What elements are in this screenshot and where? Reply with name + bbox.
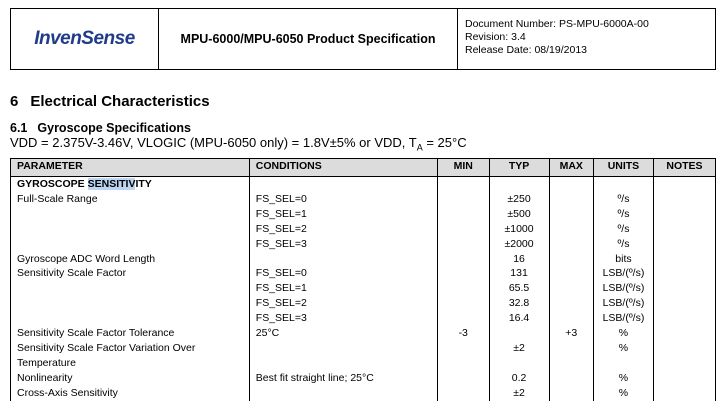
cell-parameter: Cross-Axis Sensitivity [11,386,250,401]
cell-units: % [593,371,653,386]
cell-parameter: Full-Scale Range [11,192,250,207]
section-heading [10,93,210,110]
cell-conditions: FS_SEL=2 [249,296,437,311]
cell-notes [653,386,715,401]
cell-notes [653,341,715,371]
cell-units: LSB/(º/s) [593,281,653,296]
table-row [11,341,716,371]
cell-notes [653,252,715,267]
cell-min [437,371,489,386]
test-conditions-subscript: A [416,142,423,153]
section-title: Electrical Characteristics [30,93,210,110]
cell-typ: 16 [489,252,549,267]
cell-max [549,266,593,281]
cell-units: º/s [593,207,653,222]
selected-text-highlight[interactable]: SENSITIV [87,178,136,190]
cell-min [437,266,489,281]
cell-typ: ±2 [489,386,549,401]
test-conditions-suffix: = 25°C [422,135,467,150]
header-min: MIN [437,159,489,177]
table-row [11,311,716,326]
group-label-start: GYROSCOPE [17,178,88,190]
subsection-number: 6.1 [10,121,28,135]
table-row [11,222,716,237]
test-conditions [10,135,467,153]
cell-units: º/s [593,192,653,207]
cell-typ: 32.8 [489,296,549,311]
cell-typ: ±250 [489,192,549,207]
gyroscope-spec-table [10,158,716,401]
cell-max [549,252,593,267]
cell-min [437,281,489,296]
table-row [11,326,716,341]
logo-cell [11,9,159,69]
cell-parameter [11,207,250,222]
cell-typ: 65.5 [489,281,549,296]
cell-units: º/s [593,237,653,252]
cell-max [549,341,593,371]
cell-notes [653,281,715,296]
cell-min [437,341,489,371]
table-row [11,266,716,281]
cell-conditions: FS_SEL=3 [249,237,437,252]
cell-max [549,281,593,296]
table-row [11,252,716,267]
document-release-date: Release Date: 08/19/2013 [465,44,588,56]
cell-typ: ±2000 [489,237,549,252]
cell-min [437,222,489,237]
cell-parameter [11,281,250,296]
cell-notes [653,207,715,222]
document-info [458,9,715,69]
cell-parameter: Sensitivity Scale Factor Tolerance [11,326,250,341]
table-row [11,296,716,311]
header-conditions: CONDITIONS [249,159,437,177]
cell-min [437,237,489,252]
cell-max [549,237,593,252]
table-row [11,281,716,296]
cell-units: % [593,341,653,371]
cell-parameter: Sensitivity Scale Factor [11,266,250,281]
subsection-heading [10,121,191,135]
cell-units: bits [593,252,653,267]
header-max: MAX [549,159,593,177]
cell-units: % [593,326,653,341]
cell-min [437,386,489,401]
cell-conditions: FS_SEL=0 [249,192,437,207]
cell-typ: 0.2 [489,371,549,386]
cell-conditions: Best fit straight line; 25°C [249,371,437,386]
cell-max [549,371,593,386]
cell-conditions [249,252,437,267]
document-revision: Revision: 3.4 [465,31,526,43]
cell-typ: 131 [489,266,549,281]
header-parameter: PARAMETER [11,159,250,177]
cell-units: LSB/(º/s) [593,266,653,281]
cell-max [549,207,593,222]
cell-min [437,252,489,267]
cell-parameter [11,222,250,237]
cell-parameter: Sensitivity Scale Factor Variation Over Temperature [11,341,250,371]
cell-notes [653,237,715,252]
table-row [11,371,716,386]
cell-conditions: FS_SEL=3 [249,311,437,326]
cell-units: LSB/(º/s) [593,296,653,311]
cell-notes [653,326,715,341]
cell-parameter [11,311,250,326]
cell-conditions: FS_SEL=1 [249,207,437,222]
cell-min [437,311,489,326]
cell-conditions: 25°C [249,326,437,341]
cell-notes [653,222,715,237]
cell-min [437,192,489,207]
cell-parameter: Nonlinearity [11,371,250,386]
table-row [11,207,716,222]
cell-notes [653,296,715,311]
cell-typ [489,326,549,341]
cell-max [549,222,593,237]
cell-min: -3 [437,326,489,341]
cell-typ: ±500 [489,207,549,222]
cell-units: º/s [593,222,653,237]
cell-notes [653,311,715,326]
cell-conditions [249,341,437,371]
section-number: 6 [10,93,19,110]
cell-units: % [593,386,653,401]
cell-parameter: Gyroscope ADC Word Length [11,252,250,267]
table-row [11,192,716,207]
cell-max [549,386,593,401]
subsection-title: Gyroscope Specifications [37,121,191,135]
group-label-end: ITY [135,178,152,190]
cell-max [549,311,593,326]
cell-notes [653,266,715,281]
cell-typ: ±1000 [489,222,549,237]
cell-typ: 16.4 [489,311,549,326]
cell-units: LSB/(º/s) [593,311,653,326]
cell-conditions: FS_SEL=2 [249,222,437,237]
cell-max [549,296,593,311]
cell-conditions: FS_SEL=0 [249,266,437,281]
cell-conditions [249,386,437,401]
header-typ: TYP [489,159,549,177]
table-header-row [11,159,716,177]
table-row [11,237,716,252]
cell-parameter [11,296,250,311]
header-units: UNITS [593,159,653,177]
cell-typ: ±2 [489,341,549,371]
cell-min [437,207,489,222]
group-row [11,177,716,192]
cell-notes [653,371,715,386]
invensense-logo: InvenSense [34,28,135,49]
page-header [10,8,716,70]
document-title: MPU-6000/MPU-6050 Product Specification [159,9,458,69]
cell-conditions: FS_SEL=1 [249,281,437,296]
group-label [11,177,250,192]
cell-notes [653,192,715,207]
document-number: Document Number: PS-MPU-6000A-00 [465,18,649,30]
cell-min [437,296,489,311]
cell-parameter [11,237,250,252]
cell-max: +3 [549,326,593,341]
header-notes: NOTES [653,159,715,177]
cell-max [549,192,593,207]
table-row [11,386,716,401]
test-conditions-prefix: VDD = 2.375V-3.46V, VLOGIC (MPU-6050 only) = 1.8V±5% or VDD, T [10,135,417,150]
